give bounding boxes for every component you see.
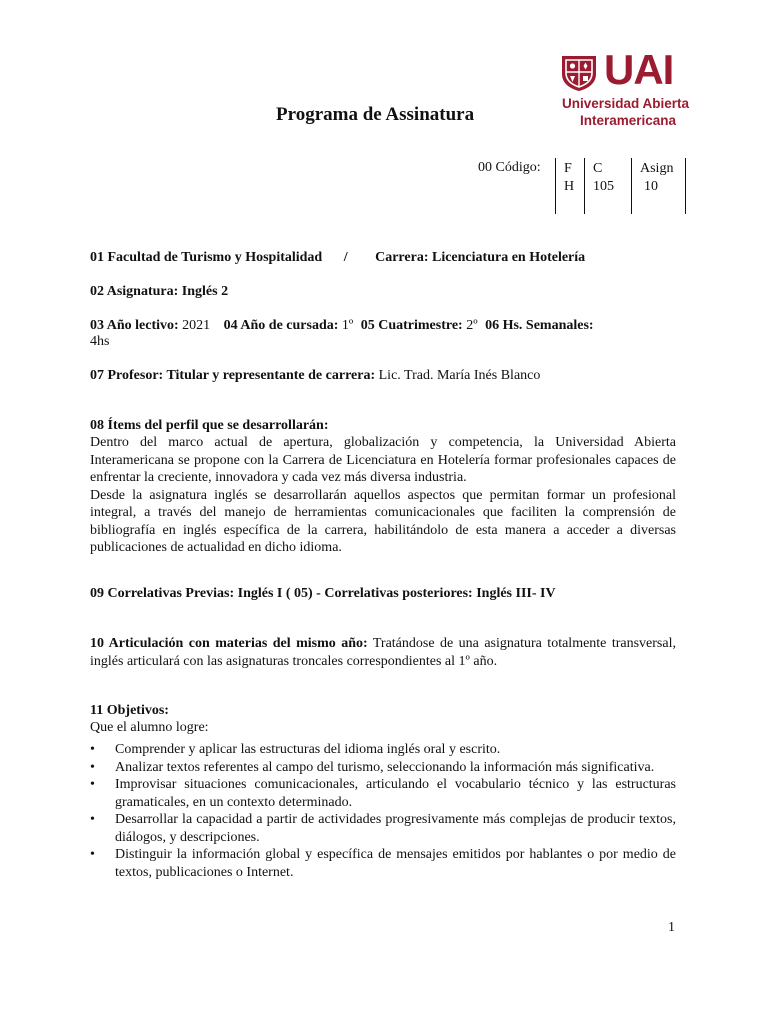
code-divider bbox=[631, 158, 632, 214]
list-item bbox=[90, 811, 676, 846]
objective-text: Comprender y aplicar las estructuras del idioma inglés oral y escrito. bbox=[115, 742, 501, 757]
weekly-hours-value: 4hs bbox=[90, 334, 110, 349]
section-08-body bbox=[90, 434, 676, 557]
page-number: 1 bbox=[668, 920, 675, 935]
articulation-text: Tratándose de una asignatura totalmente transversal, inglés articulará con las asignaturas troncales correspondientes al 1º año. bbox=[90, 636, 676, 669]
logo-wordmark: UAI bbox=[604, 46, 674, 93]
bullet: • bbox=[90, 777, 95, 792]
uai-logo bbox=[560, 46, 710, 132]
section-09: 09 Correlativas Previas: Inglés I ( 05) - Correlativas posteriores: Inglés III- IV bbox=[90, 586, 556, 601]
paragraph: Dentro del marco actual de apertura, globalización y competencia, la Universidad Abierta Interamericana se propone con la Carrera de Licenciatura en Hotelería formar profesionales capaces de enfrentar la creciente, innovadora y cada vez más diversa industria. bbox=[90, 435, 676, 485]
code-cell-career bbox=[593, 160, 614, 196]
logo-university-line1: Universidad Abierta bbox=[562, 96, 690, 111]
bullet: • bbox=[90, 742, 95, 757]
code-divider bbox=[685, 158, 686, 214]
objective-text: Improvisar situaciones comunicacionales, articulando el vocabulario técnico y las estructuras gramaticales, en un contexto determinado. bbox=[115, 777, 676, 810]
faculty-label: 01 Facultad de Turismo y Hospitalidad bbox=[90, 250, 323, 265]
bullet: • bbox=[90, 847, 95, 862]
section-10 bbox=[90, 635, 676, 670]
term-label: 05 Cuatrimestre: bbox=[360, 318, 463, 333]
career-label: Carrera: Licenciatura en Hotelería bbox=[375, 250, 586, 265]
course-year-label: 04 Año de cursada: bbox=[223, 318, 339, 333]
articulation-label: 10 Articulación con materias del mismo año: bbox=[90, 636, 368, 651]
bullet: • bbox=[90, 812, 95, 827]
code-divider bbox=[584, 158, 585, 214]
section-11-heading: 11 Objetivos: bbox=[90, 703, 169, 718]
page-title: Programa de Assinatura bbox=[276, 104, 475, 125]
shield-icon bbox=[560, 54, 598, 92]
weekly-hours-label: 06 Hs. Semanales: bbox=[485, 318, 594, 333]
section-07 bbox=[90, 367, 540, 385]
section-01 bbox=[90, 249, 585, 267]
objectives-intro: Que el alumno logre: bbox=[90, 720, 209, 735]
code-divider bbox=[555, 158, 556, 214]
list-item bbox=[90, 776, 676, 811]
code-cell-bottom: 105 bbox=[593, 179, 614, 194]
code-cell-subject bbox=[640, 160, 673, 196]
year-label: 03 Año lectivo: bbox=[90, 318, 179, 333]
code-cell-bottom: 10 bbox=[644, 179, 658, 194]
list-item bbox=[90, 846, 676, 881]
professor-value: Lic. Trad. María Inés Blanco bbox=[378, 368, 541, 383]
code-cell-bottom: H bbox=[564, 179, 575, 194]
code-label: 00 Código: bbox=[478, 160, 541, 175]
code-cell-top: F bbox=[564, 161, 572, 176]
objective-text: Desarrollar la capacidad a partir de actividades progresivamente más complejas de producir textos, diálogos, y descripciones. bbox=[115, 812, 676, 845]
course-year-value: 1º bbox=[341, 318, 354, 333]
section-03-06 bbox=[90, 317, 594, 335]
term-value: 2º bbox=[466, 318, 478, 333]
section-02: 02 Asignatura: Inglés 2 bbox=[90, 284, 229, 299]
paragraph: Desde la asignatura inglés se desarrollarán aquellos aspectos que permitan formar un profesional integral, a través del manejo de herramientas comunicacionales que faciliten la comprensión de bibliografía en inglés específica de la carrera, habilitándolo de esta manera a acceder a diversas publicaciones de actualidad en dicho idioma. bbox=[90, 487, 676, 555]
code-cell-top: Asign bbox=[640, 161, 674, 176]
separator: / bbox=[343, 250, 348, 265]
objective-text: Analizar textos referentes al campo del turismo, seleccionando la información más significativa. bbox=[115, 759, 655, 775]
logo-university-line2: Interamericana bbox=[580, 113, 677, 128]
objective-text: Distinguir la información global y específica de mensajes emitidos por hablantes o por medio de textos, publicaciones o Internet. bbox=[115, 847, 676, 880]
code-cell-top: C bbox=[593, 161, 603, 176]
list-item bbox=[90, 741, 676, 759]
bullet: • bbox=[90, 759, 95, 775]
list-item bbox=[90, 759, 676, 777]
section-08-heading: 08 Ítems del perfil que se desarrollarán: bbox=[90, 418, 329, 433]
objectives-list bbox=[90, 741, 676, 881]
code-cell-faculty bbox=[564, 160, 574, 196]
year-value: 2021 bbox=[182, 318, 211, 333]
professor-label: 07 Profesor: Titular y representante de carrera: bbox=[90, 368, 376, 383]
